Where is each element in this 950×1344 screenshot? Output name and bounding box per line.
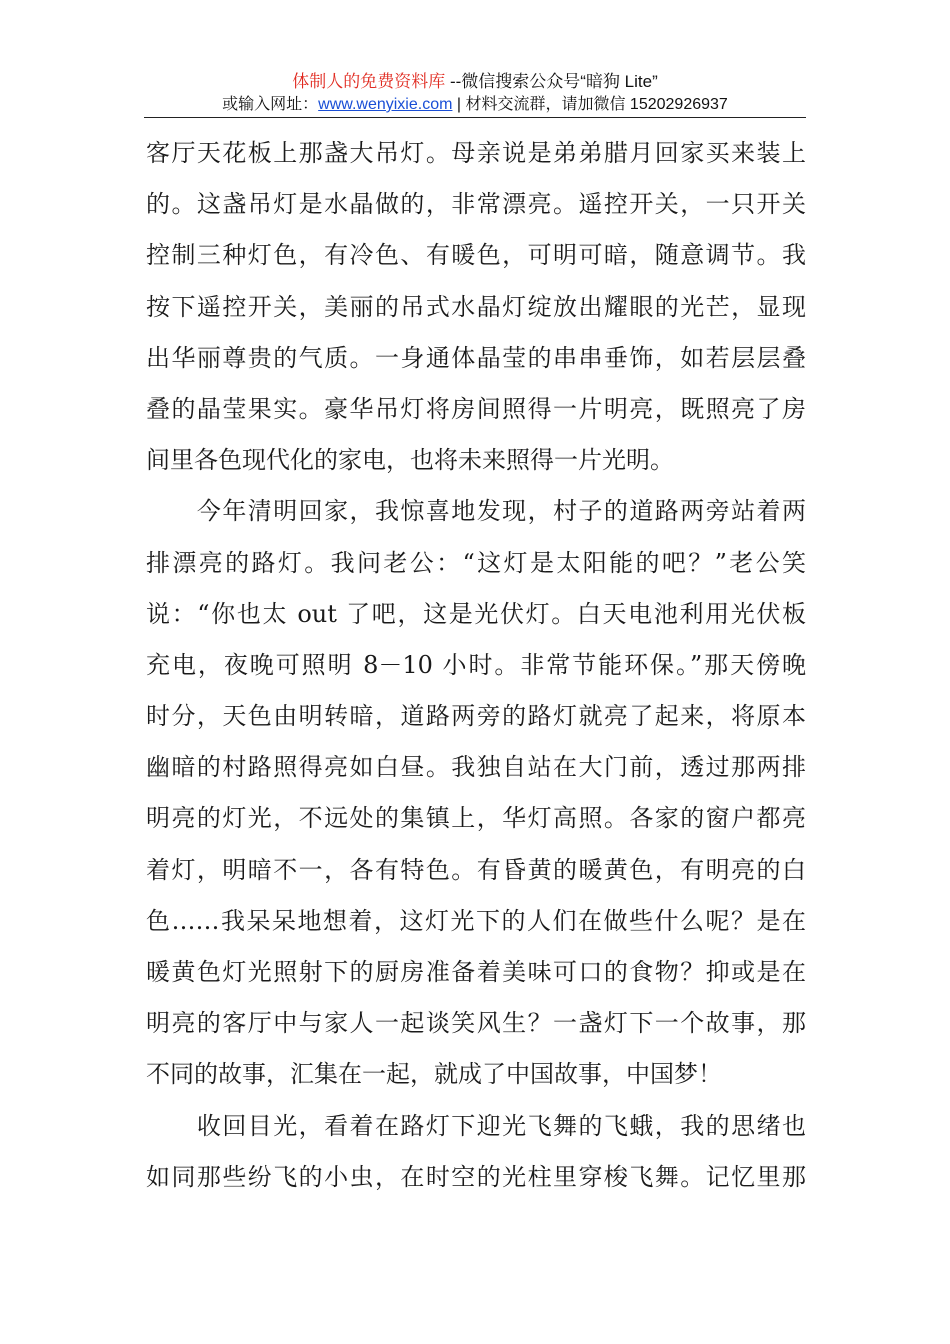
text-line: 间里各色现代化的家电，也将未来照得一片光明。 bbox=[146, 446, 674, 475]
header-divider bbox=[144, 117, 806, 118]
text-line: 不同的故事，汇集在一起，就成了中国故事，中国梦！ bbox=[146, 1060, 722, 1089]
text-line: 明亮的灯光，不远处的集镇上，华灯高照。各家的窗户都亮 bbox=[146, 804, 806, 833]
text-line: 叠的晶莹果实。豪华吊灯将房间照得一片明亮，既照亮了房 bbox=[146, 394, 806, 423]
text-line: 出华丽尊贵的气质。一身通体晶莹的串串垂饰，如若层层叠 bbox=[146, 343, 806, 372]
text-line: 客厅天花板上那盏大吊灯。母亲说是弟弟腊月回家买来装上 bbox=[146, 139, 806, 167]
text-line: 幽暗的村路照得亮如白昼。我独自站在大门前，透过那两排 bbox=[146, 753, 806, 782]
text-line: 按下遥控开关，美丽的吊式水晶灯绽放出耀眼的光芒，显现 bbox=[146, 292, 806, 321]
page-header bbox=[0, 70, 950, 116]
text-line: 控制三种灯色，有冷色、有暖色，可明可暗，随意调节。我 bbox=[146, 241, 806, 270]
website-link[interactable]: www.wenyixie.com bbox=[318, 96, 453, 113]
document-body bbox=[146, 128, 806, 1203]
header-contact-line bbox=[0, 94, 950, 116]
text-line: 明亮的客厅中与家人一起谈笑风生？一盏灯下一个故事，那 bbox=[146, 1009, 806, 1038]
header-tagline: --微信搜索公众号“暗狗 Lite” bbox=[445, 72, 658, 91]
text-line: 时分，天色由明转暗，道路两旁的路灯就亮了起来，将原本 bbox=[146, 702, 806, 731]
text-line: 收回目光，看着在路灯下迎光飞舞的飞蛾，我的思绪也 bbox=[146, 1111, 806, 1140]
header-url-prefix: 或输入网址： bbox=[222, 96, 319, 113]
header-contact: | 材料交流群，请加微信 15202926937 bbox=[452, 96, 728, 113]
text-line: 着灯，明暗不一，各有特色。有昏黄的暖黄色，有明亮的白 bbox=[146, 855, 806, 884]
text-line: 充电，夜晚可照明 8－10 小时。非常节能环保。”那天傍晚 bbox=[146, 650, 806, 679]
text-line: 色……我呆呆地想着，这灯光下的人们在做些什么呢？是在 bbox=[146, 906, 806, 935]
text-line: 说：“你也太 out 了吧，这是光伏灯。白天电池利用光伏板 bbox=[146, 599, 806, 628]
header-promo-line bbox=[0, 70, 950, 94]
text-line: 暖黄色灯光照射下的厨房准备着美味可口的食物？抑或是在 bbox=[146, 958, 806, 986]
text-line: 如同那些纷飞的小虫，在时空的光柱里穿梭飞舞。记忆里那 bbox=[146, 1162, 806, 1191]
text-line: 今年清明回家，我惊喜地发现，村子的道路两旁站着两 bbox=[146, 497, 806, 526]
text-line: 排漂亮的路灯。我问老公：“这灯是太阳能的吧？”老公笑 bbox=[146, 548, 806, 577]
header-brand: 体制人的免费资料库 bbox=[292, 72, 446, 91]
text-line: 的。这盏吊灯是水晶做的，非常漂亮。遥控开关，一只开关 bbox=[146, 190, 806, 219]
